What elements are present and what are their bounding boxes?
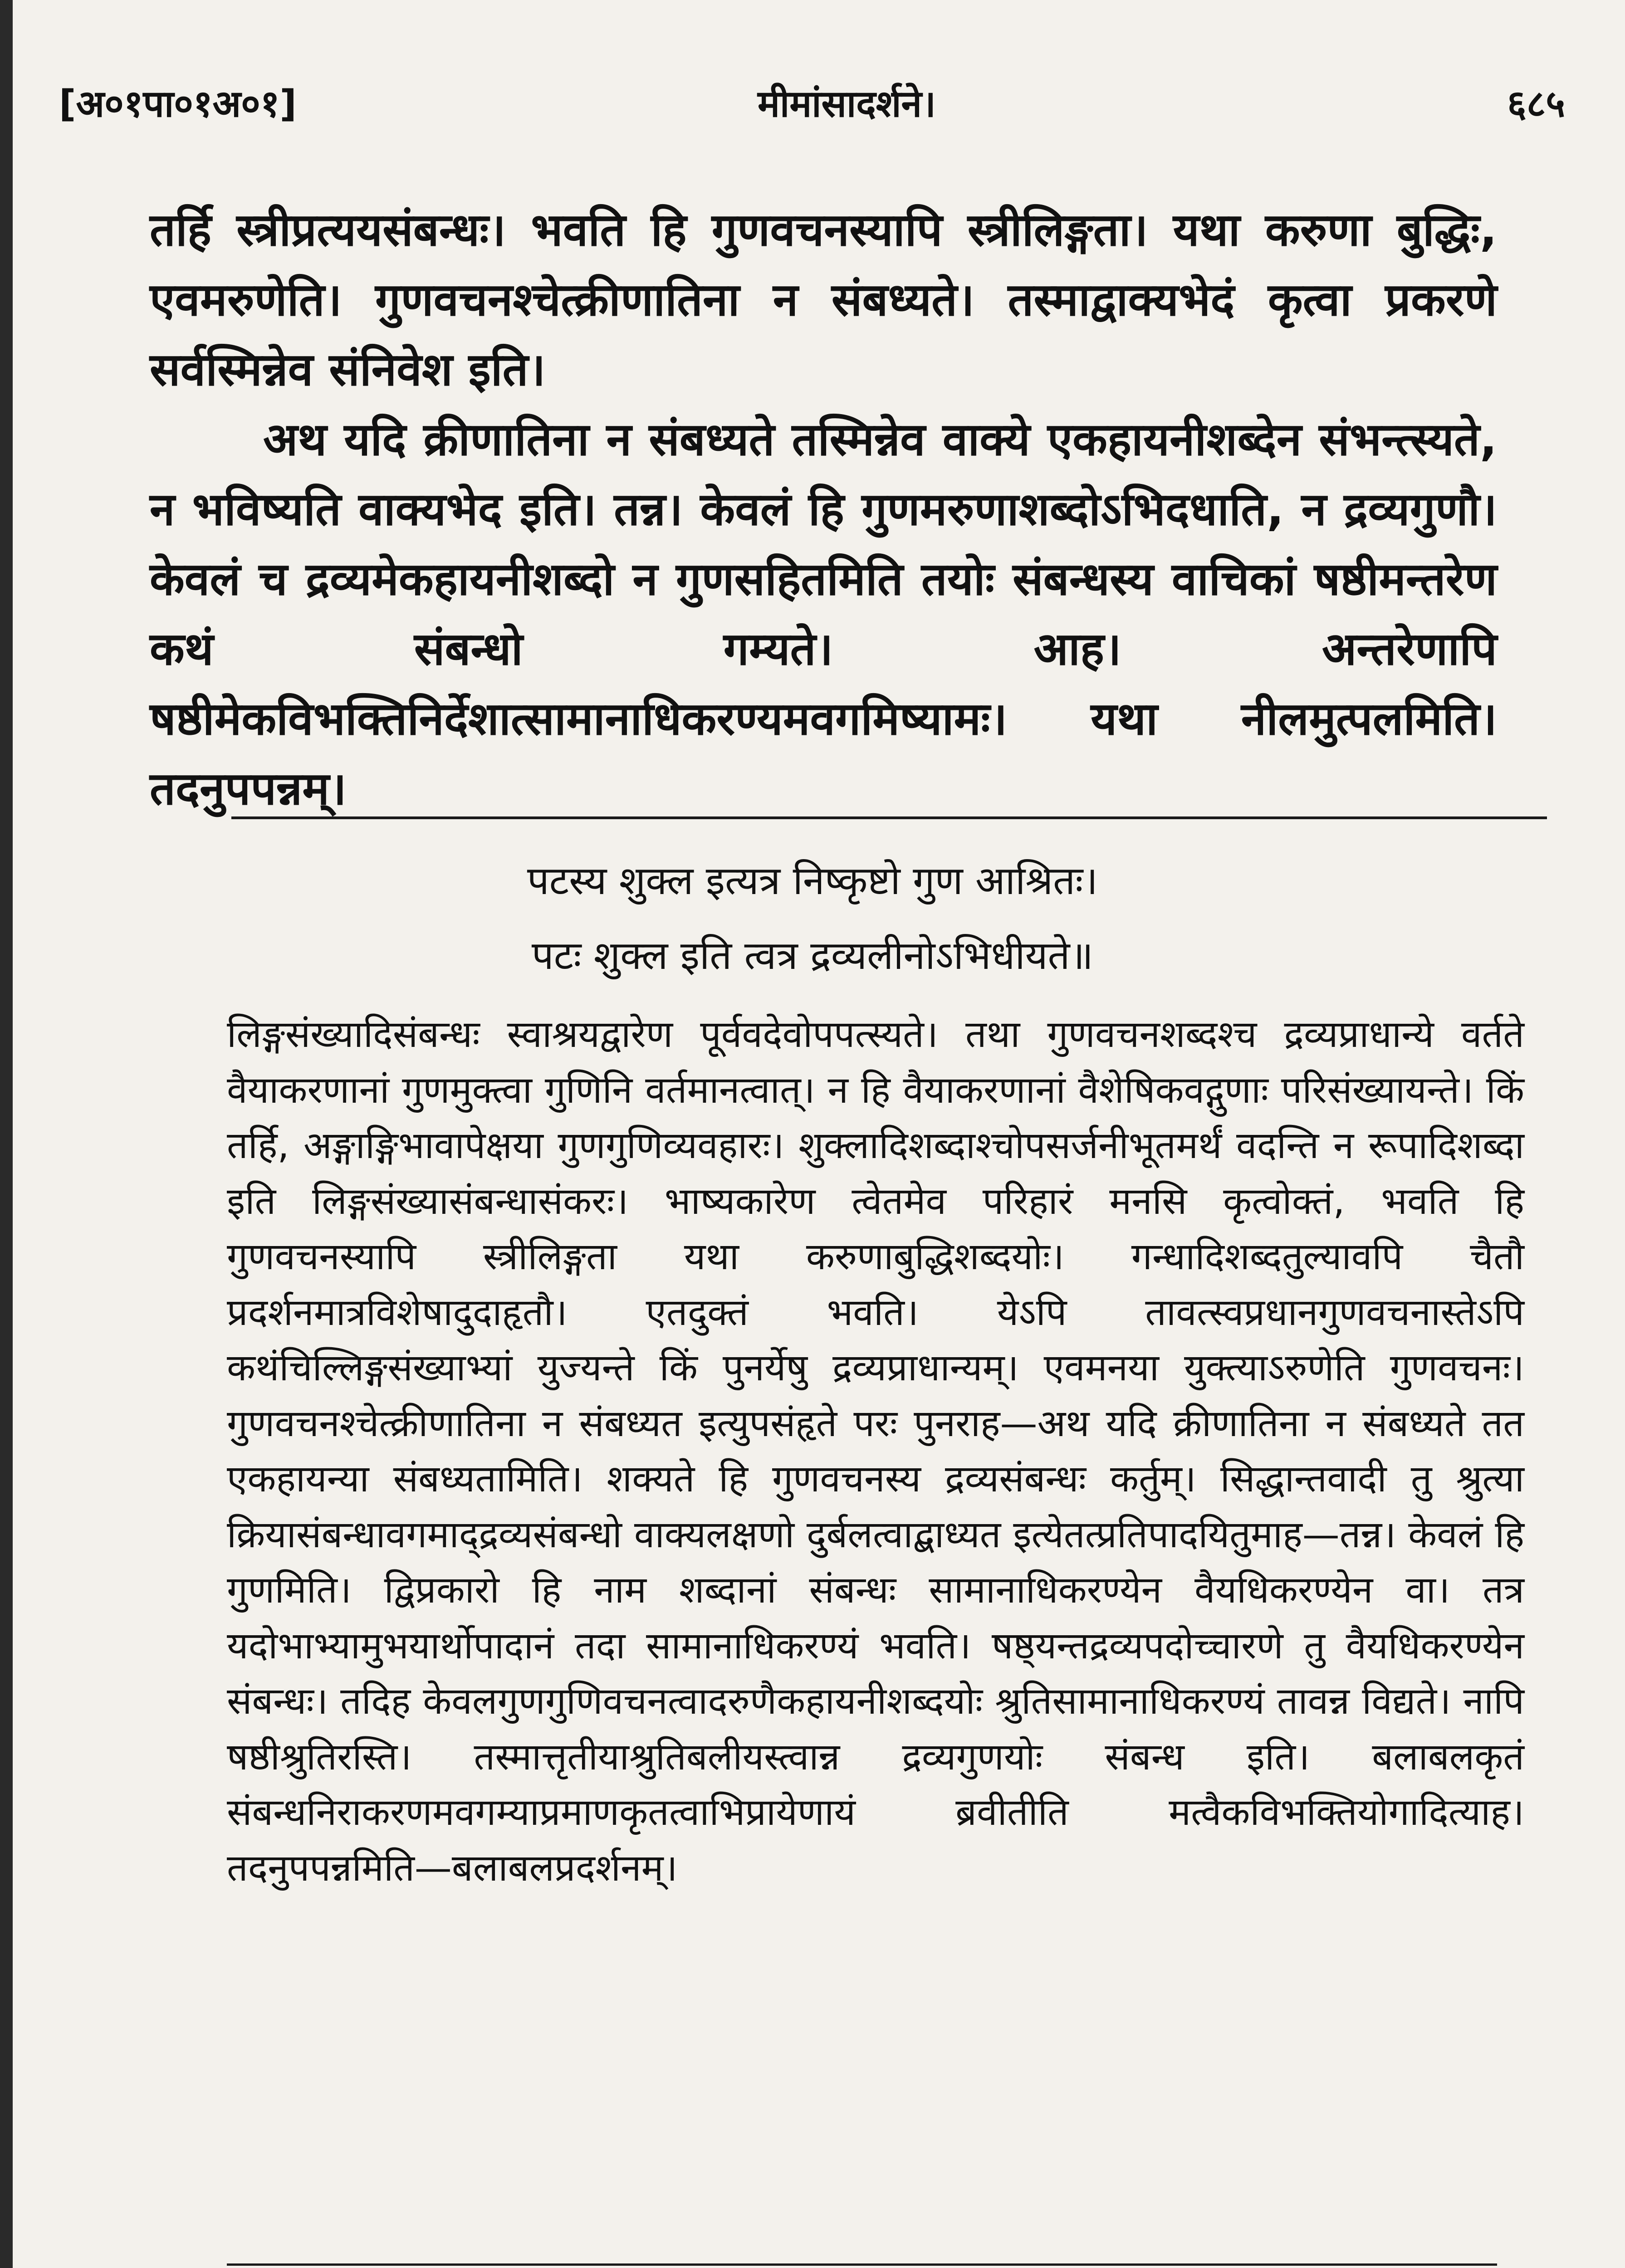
verse-line-1: पटस्य शुक्ल इत्यत्र निष्कृष्टो गुण आश्रितः। bbox=[527, 858, 1098, 904]
header-section-ref: [अ०१पा०१अ०१] bbox=[59, 83, 297, 126]
page-number: ६८५ bbox=[1507, 83, 1565, 126]
sub-commentary bbox=[227, 1007, 1524, 1896]
footnote-divider bbox=[227, 2263, 1497, 2266]
verse-line-2: पटः शुक्ल इति त्वत्र द्रव्यलीनोऽभिधीयते॥ bbox=[531, 933, 1094, 978]
binding-edge bbox=[0, 0, 13, 2268]
commentary-paragraph-1: तर्हि स्त्रीप्रत्ययसंबन्धः। भवति हि गुणवचनस्यापि स्त्रीलिङ्गता। यथा करुणा बुद्धिः, एवमरुणेति। गुणवचनश्चेत्क्रीणातिना न संबध्यते। तस्माद्वाक्यभेदं कृत्वा प्रकरणे सर्वस्मिन्नेव संनिवेश इति। bbox=[150, 203, 1497, 396]
section-divider bbox=[231, 816, 1547, 819]
header-title: मीमांसादर्शने। bbox=[758, 83, 936, 126]
main-commentary bbox=[150, 195, 1497, 824]
sub-commentary-paragraph: लिङ्गसंख्यादिसंबन्धः स्वाश्रयद्वारेण पूर्ववदेवोपपत्स्यते। तथा गुणवचनशब्दश्च द्रव्यप्राधान्ये वर्तते वैयाकरणानां गुणमुक्त्वा गुणिनि वर्तमानत्वात्। न हि वैयाकरणानां वैशेषिकवद्गुणाः परिसंख्यायन्ते। किं तर्हि, अङ्गाङ्गिभावापेक्षया गुणगुणिव्यवहारः। शुक्लादिशब्दाश्चोपसर्जनीभूतमर्थं वदन्ति न रूपादिशब्दा इति लिङ्गसंख्यासंबन्धासंकरः। भाष्यकारेण त्वेतमेव परिहारं मनसि कृत्वोक्तं, भवति हि गुणवचनस्यापि स्त्रीलिङ्गता यथा करुणाबुद्धिशब्दयोः। गन्धादिशब्दतुल्यावपि चैतौ प्रदर्शनमात्रविशेषादुदाहृतौ। एतदुक्तं भवति। येऽपि तावत्स्वप्रधानगुणवचनास्तेऽपि कथंचिल्लिङ्गसंख्याभ्यां युज्यन्ते किं पुनर्येषु द्रव्यप्राधान्यम्। एवमनया युक्त्याऽरुणेति गुणवचनः। गुणवचनश्चेत्क्रीणातिना न संबध्यत इत्युपसंहृते परः पुनराह—अथ यदि क्रीणातिना न संबध्यते तत एकहायन्या संबध्यतामिति। शक्यते हि गुणवचनस्य द्रव्यसंबन्धः कर्तुम्। सिद्धान्तवादी तु श्रुत्या क्रियासंबन्धावगमाद्द्रव्यसंबन्धो वाक्यलक्षणो दुर्बलत्वाद्बाध्यत इत्येतत्प्रतिपादयितुमाह—तन्न। केवलं हि गुणमिति। द्विप्रकारो हि नाम शब्दानां संबन्धः सामानाधिकरण्येन वैयधिकरण्येन वा। तत्र यदोभाभ्यामुभयार्थोपादानं तदा सामानाधिकरण्यं भवति। षष्ठ्यन्तद्रव्यपदोच्चारणे तु वैयधिकरण्येन संबन्धः। तदिह केवलगुणगुणिवचनत्वादरुणैकहायनीशब्दयोः श्रुतिसामानाधिकरण्यं तावन्न विद्यते। नापि षष्ठीश्रुतिरस्ति। तस्मात्तृतीयाश्रुतिबलीयस्त्वान्न द्रव्यगुणयोः संबन्ध इति। बलाबलकृतं संबन्धनिराकरणमवगम्याप्रमाणकृतत्वाभिप्रायेणायं ब्रवीतीति मत्वैकविभक्तियोगादित्याह। तदनुपपन्नमिति—बलाबलप्रदर्शनम्। bbox=[227, 1013, 1524, 1890]
commentary-paragraph-2: अथ यदि क्रीणातिना न संबध्यते तस्मिन्नेव वाक्ये एकहायनीशब्देन संभन्त्स्यते, न भविष्यति वाक्यभेद इति। तन्न। केवलं हि गुणमरुणाशब्दोऽभिदधाति, न द्रव्यगुणौ। केवलं च द्रव्यमेकहायनीशब्दो न गुणसहितमिति तयोः संबन्धस्य वाचिकां षष्ठीमन्तरेण कथं संबन्धो गम्यते। आह। अन्तरेणापि षष्ठीमेकविभक्तिनिर्देशात्सामानाधिकरण्यमवगमिष्यामः। यथा नीलमुत्पलमिति। तदनुपपन्नम्। bbox=[150, 413, 1497, 815]
running-header bbox=[59, 77, 1565, 136]
